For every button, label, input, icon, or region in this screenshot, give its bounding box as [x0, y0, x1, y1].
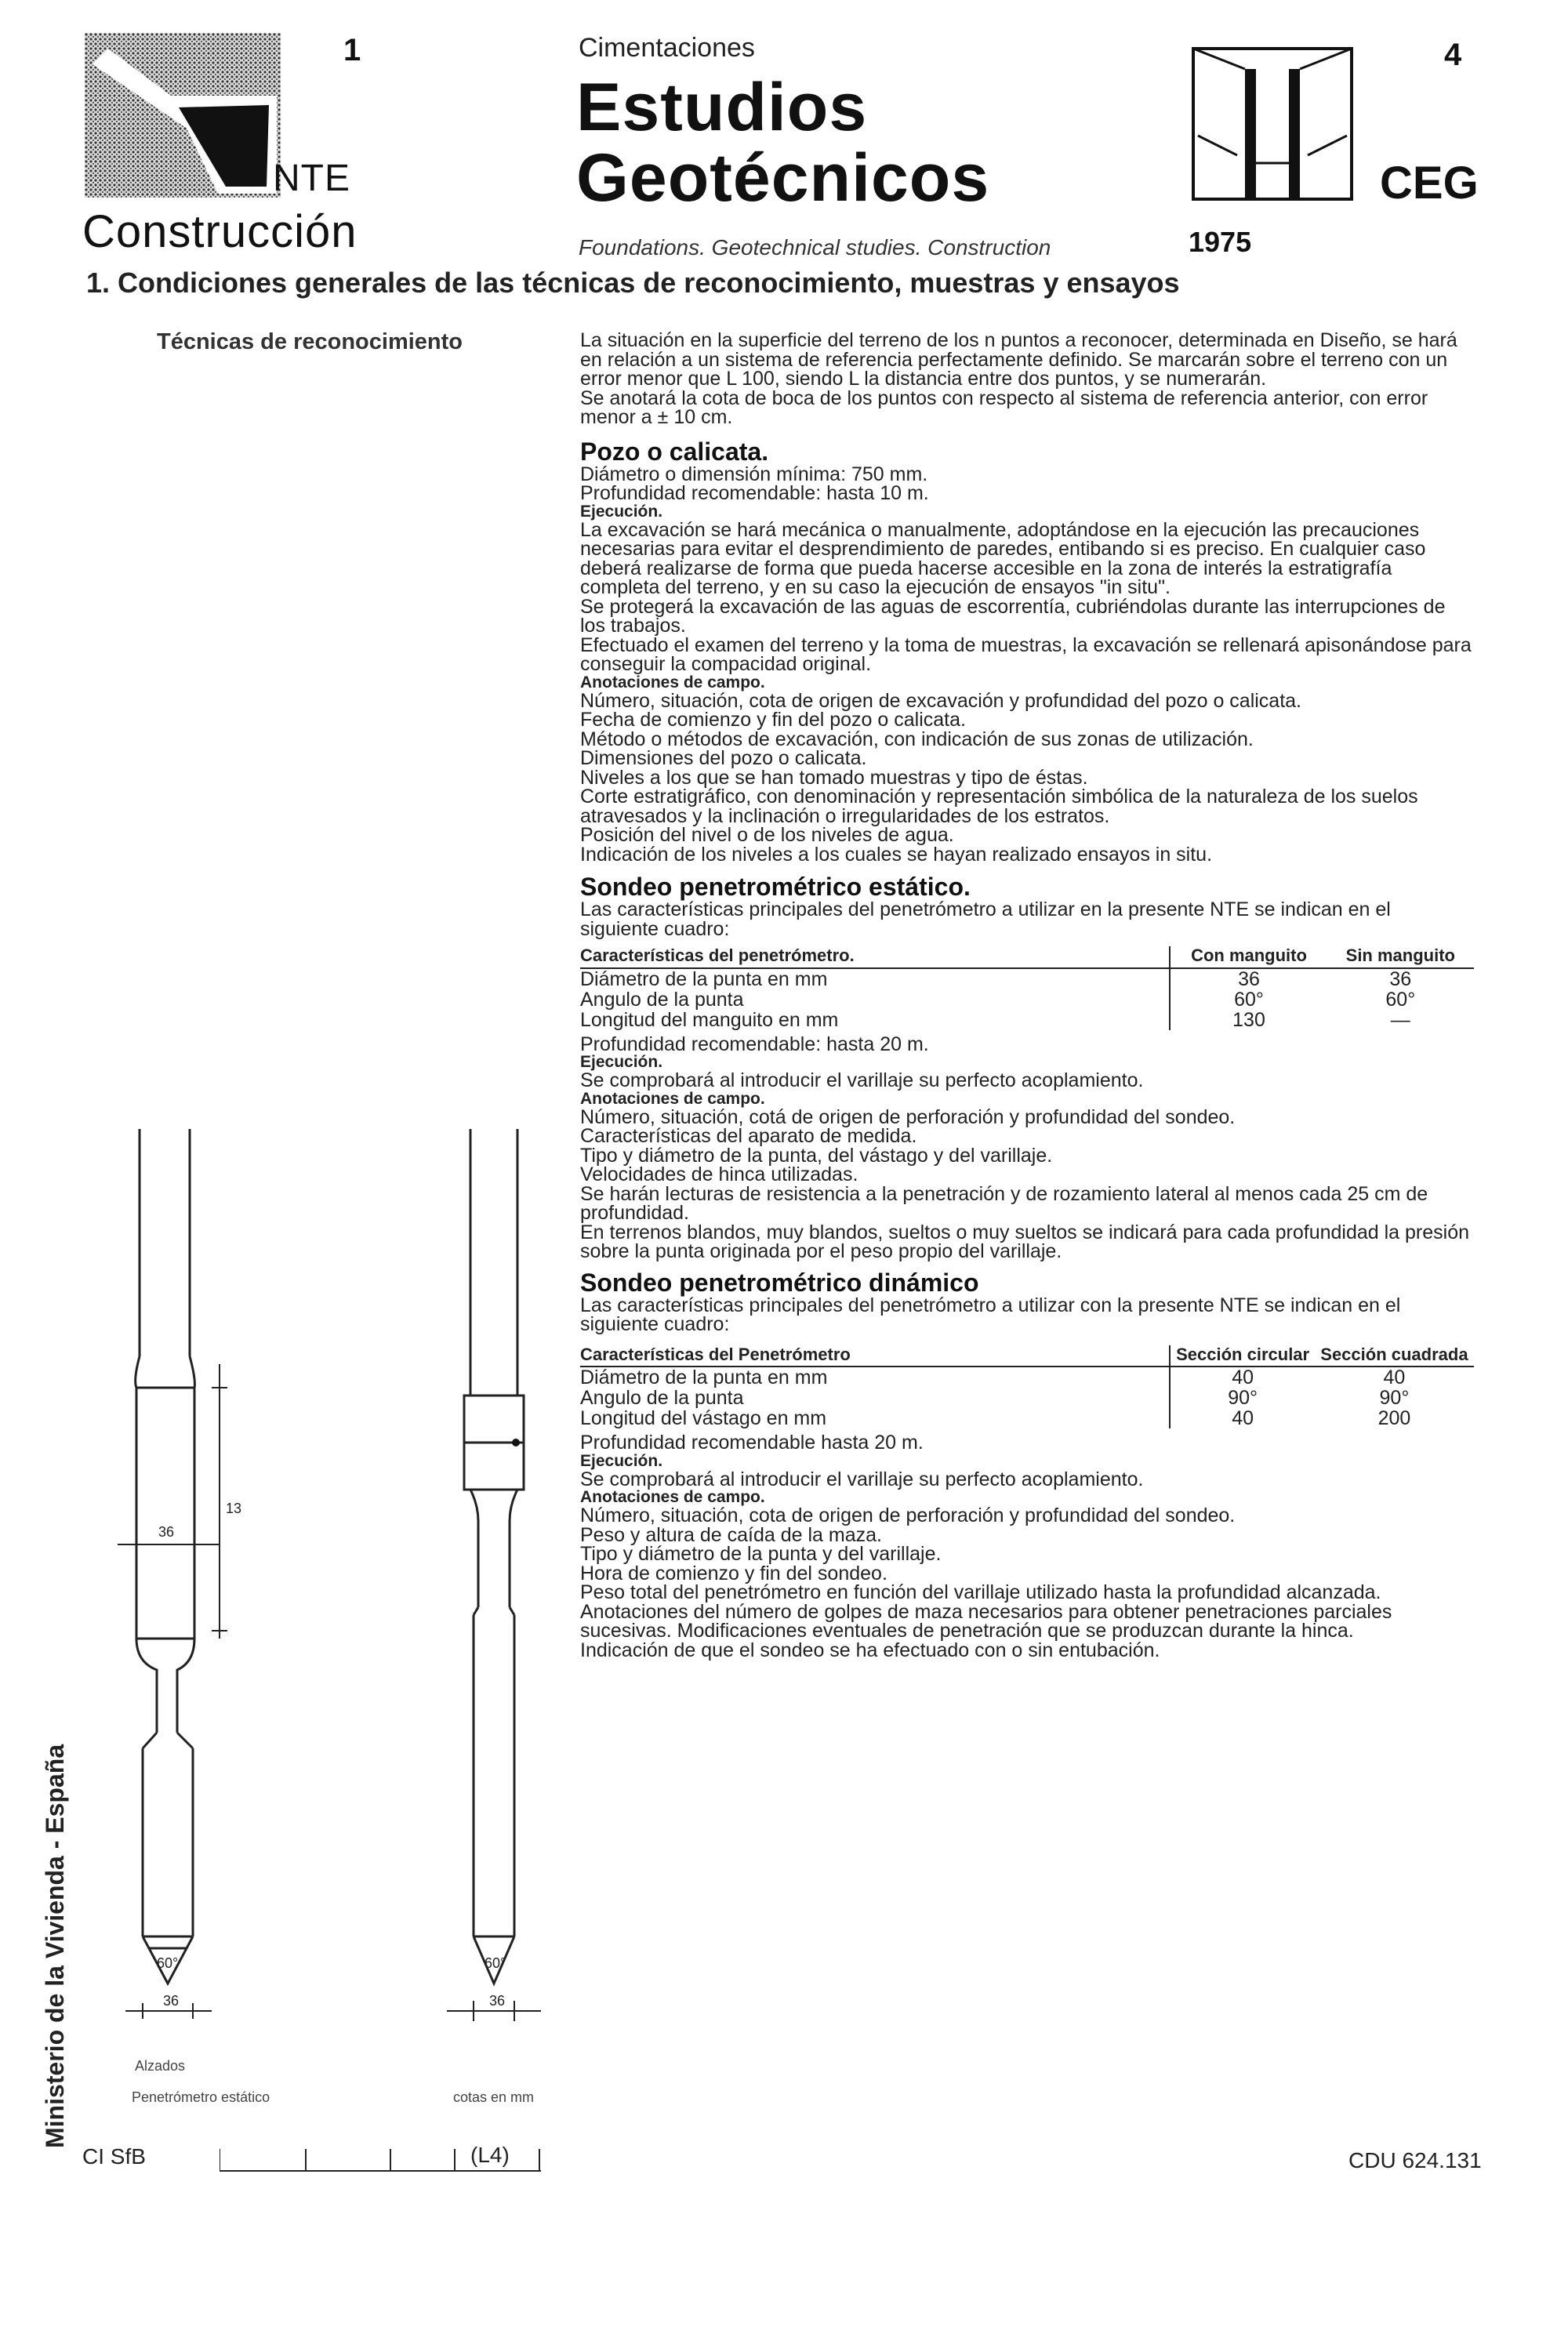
- dimension-13: [212, 1364, 227, 1639]
- angle-left-label: 60°: [157, 1955, 179, 1971]
- cell: —: [1390, 1008, 1410, 1031]
- cisfb-label: CI SfB: [82, 2144, 146, 2169]
- category-label: Cimentaciones: [579, 33, 755, 63]
- pozo-anotacion-1: Número, situación, cota de origen de excavación y profundidad del pozo o calicata.: [580, 689, 1302, 712]
- dinamico-anotacion-4: Hora de comienzo y fin del sondeo.: [580, 1562, 887, 1584]
- caption-cotas: cotas en mm: [453, 2089, 535, 2105]
- caption-static: Penetrómetro estático: [132, 2089, 270, 2105]
- penetrometer-drawing: [102, 1129, 572, 2093]
- pozo-anotacion-3: Método o métodos de excavación, con indicación de sus zonas de utilización.: [580, 728, 1254, 750]
- pozo-ejecucion-1: La excavación se hará mecánica o manualmente, adoptándose en la ejecución las precauciones necesarias para evitar el desprendimiento de paredes, entibando si es preciso. En cualquier caso deberá realizarse de forma que pueda hacerse accesible en la zona de interés la estratigrafía completa del terreno, y en su caso la ejecución de ensayos "in situ".: [580, 518, 1426, 598]
- estatico-heading: Sondeo penetrométrico estático.: [580, 873, 971, 901]
- dimension-36-mid-label: 36: [158, 1524, 175, 1540]
- dinamico-heading: Sondeo penetrométrico dinámico: [580, 1268, 979, 1297]
- trowel-logo-icon: [85, 33, 281, 198]
- dinamico-ejecucion-label: Ejecución.: [580, 1451, 663, 1470]
- estatico-anotaciones-label: Anotaciones de campo.: [580, 1089, 765, 1108]
- side-ministry-text: Ministerio de la Vivienda - España: [41, 1744, 69, 2148]
- pozo-ejecucion-2: Se protegerá la excavación de las aguas de escorrentía, cubriéndolas durante las interrupciones de los trabajos.: [580, 595, 1446, 637]
- dinamico-anotacion-7: Indicación de que el sondeo se ha efectuado con o sin entubación.: [580, 1639, 1160, 1661]
- cell: 36: [1170, 968, 1327, 989]
- sleeve-marker-icon: [512, 1439, 520, 1446]
- dinamico-table: [580, 1345, 1474, 1429]
- pozo-line-1: Diámetro o dimensión mínima: 750 mm.: [580, 463, 928, 485]
- table-row: [580, 1367, 1474, 1388]
- cell: 60°: [1385, 988, 1416, 1011]
- dimension-36-right-label: 36: [489, 1993, 506, 2009]
- caption-alzados: Alzados: [135, 2058, 186, 2074]
- title-line-2: Geotécnicos: [576, 140, 990, 216]
- cell: Longitud del manguito en mm: [580, 1008, 839, 1031]
- dinamico-anotacion-2: Peso y altura de caída de la maza.: [580, 1523, 882, 1546]
- dimension-36-left-label: 36: [163, 1993, 180, 2009]
- dinamico-anotaciones-label: Anotaciones de campo.: [580, 1488, 765, 1506]
- pozo-anotacion-7: Posición del nivel o de los niveles de agua.: [580, 824, 954, 846]
- subtitle: Foundations. Geotechnical studies. Construction: [579, 235, 1051, 260]
- pozo-ejecucion-label: Ejecución.: [580, 502, 663, 521]
- pozo-anotacion-2: Fecha de comienzo y fin del pozo o calicata.: [580, 709, 966, 731]
- dinamico-anotacion-6: Anotaciones del número de golpes de maza necesarios para obtener penetraciones parciales sucesivas. Modificaciones eventuales de penetración que se produzcan durante la hinca.: [580, 1600, 1392, 1642]
- table-row: [580, 968, 1474, 989]
- cell: 90°: [1379, 1387, 1410, 1409]
- cell: Angulo de la punta: [580, 988, 744, 1011]
- logo: [85, 33, 281, 198]
- intro-paragraph-2: Se anotará la cota de boca de los puntos con respecto al sistema de referencia anterior, con error menor a ± 10 cm.: [580, 387, 1428, 428]
- pozo-anotaciones-label: Anotaciones de campo.: [580, 673, 765, 691]
- dinamico-col-2: Sección circular: [1170, 1345, 1314, 1367]
- dinamico-anotacion-5: Peso total del penetrómetro en función del varillaje utilizado hasta la profundidad alcanzada.: [580, 1581, 1381, 1603]
- left-heading: Técnicas de reconocimiento: [157, 329, 463, 354]
- pozo-ejecucion-3: Efectuado el examen del terreno y la toma de muestras, la excavación se rellenará apisonándose para conseguir la compacidad original.: [580, 633, 1472, 675]
- cell: Longitud del vástago en mm: [580, 1407, 827, 1429]
- estatico-anotacion-1: Número, situación, cotá de origen de perforación y profundidad del sondeo.: [580, 1105, 1236, 1128]
- sheet-number: 4: [1444, 38, 1462, 72]
- cell: 40: [1170, 1408, 1314, 1428]
- page-number: 1: [343, 33, 361, 67]
- pozo-anotacion-5: Niveles a los que se han tomado muestras y tipo de éstas.: [580, 766, 1088, 789]
- cell: Angulo de la punta: [580, 1387, 744, 1409]
- cell: Diámetro de la punta en mm: [580, 967, 828, 990]
- dynamic-penetrometer: [464, 1129, 524, 1984]
- estatico-ejecucion: Se comprobará al introducir el varillaje su perfecto acoplamiento.: [580, 1069, 1144, 1091]
- cell: 130: [1170, 1010, 1327, 1030]
- dinamico-profundidad: Profundidad recomendable hasta 20 m.: [580, 1432, 924, 1454]
- estatico-ejecucion-label: Ejecución.: [580, 1053, 663, 1071]
- table-row: [580, 1010, 1474, 1030]
- cell: 200: [1377, 1407, 1411, 1429]
- cdu-code: CDU 624.131: [1348, 2148, 1482, 2172]
- table-row: [580, 989, 1474, 1010]
- estatico-anotacion-5: Se harán lecturas de resistencia a la penetración y de rozamiento lateral al menos cada 25 cm de profundidad.: [580, 1182, 1428, 1224]
- title-line-1: Estudios: [576, 70, 868, 145]
- estatico-anotacion-3: Tipo y diámetro de la punta, del vástago y del varillaje.: [580, 1144, 1053, 1167]
- angle-right-label: 60°: [485, 1955, 506, 1971]
- estatico-profundidad: Profundidad recomendable: hasta 20 m.: [580, 1033, 929, 1055]
- static-penetrometer: [136, 1129, 195, 1984]
- estatico-anotacion-4: Velocidades de hinca utilizadas.: [580, 1163, 858, 1185]
- cell: 40: [1170, 1367, 1314, 1388]
- estatico-anotacion-2: Características del aparato de medida.: [580, 1125, 917, 1147]
- pozo-heading: Pozo o calicata.: [580, 437, 769, 466]
- dinamico-col-3: Sección cuadrada: [1315, 1345, 1474, 1367]
- code-ceg: CEG: [1380, 158, 1479, 209]
- table-row: [580, 1388, 1474, 1408]
- intro-paragraph-1: La situación en la superficie del terreno de los n puntos a reconocer, determinada en Diseño, se hará en relación a un sistema de referencia perfectamente definido. Se marcarán sobre el terreno con un error menor que L 100, siendo L la distancia entre dos puntos, y se numerarán.: [580, 329, 1457, 390]
- cisfb-code: (L4): [470, 2143, 510, 2167]
- dinamico-ejecucion: Se comprobará al introducir el varillaje su perfecto acoplamiento.: [580, 1468, 1144, 1490]
- dimension-13-label: 13: [226, 1501, 242, 1516]
- pozo-line-2: Profundidad recomendable: hasta 10 m.: [580, 482, 929, 504]
- pozo-anotacion-8: Indicación de los niveles a los cuales se hayan realizado ensayos in situ.: [580, 843, 1213, 866]
- pozo-anotacion-4: Dimensiones del pozo o calicata.: [580, 747, 867, 769]
- section-icon: [1190, 45, 1355, 202]
- dinamico-anotacion-3: Tipo y diámetro de la punta y del varillaje.: [580, 1543, 942, 1565]
- cell: 40: [1383, 1367, 1406, 1388]
- excavation-section-icon: [1190, 45, 1355, 202]
- estatico-col-1: Características del penetrómetro.: [580, 946, 1170, 968]
- main-column: [580, 331, 1474, 1660]
- dinamico-col-1: Características del Penetrómetro: [580, 1345, 1170, 1367]
- year: 1975: [1189, 226, 1252, 258]
- cell: 36: [1389, 967, 1412, 990]
- estatico-table: [580, 946, 1474, 1030]
- page-title: [576, 70, 990, 216]
- brand-construccion: Construcción: [82, 206, 358, 257]
- pozo-anotacion-6: Corte estratigráfico, con denominación y representación simbólica de la naturaleza de los suelos atravesados y la inclinación o irregularidades de los estratos.: [580, 786, 1418, 827]
- dinamico-anotacion-1: Número, situación, cota de origen de perforación y profundidad del sondeo.: [580, 1504, 1236, 1526]
- table-row: [580, 1408, 1474, 1428]
- section-heading: 1. Condiciones generales de las técnicas de reconocimiento, muestras y ensayos: [86, 267, 1180, 299]
- estatico-anotacion-6: En terrenos blandos, muy blandos, sueltos o muy sueltos se indicará para cada profundidad la presión sobre la punta originada por el peso propio del varillaje.: [580, 1221, 1470, 1262]
- cell: Diámetro de la punta en mm: [580, 1367, 828, 1388]
- dinamico-intro: Las características principales del penetrómetro a utilizar con la presente NTE se indican en el siguiente cuadro:: [580, 1294, 1401, 1335]
- cell: 60°: [1170, 989, 1327, 1010]
- cell: 90°: [1170, 1388, 1314, 1408]
- estatico-col-3: Sin manguito: [1327, 946, 1474, 968]
- estatico-col-2: Con manguito: [1170, 946, 1327, 968]
- estatico-intro: Las características principales del penetrómetro a utilizar en la presente NTE se indican en el siguiente cuadro:: [580, 898, 1391, 940]
- brand-nte: NTE: [273, 158, 350, 199]
